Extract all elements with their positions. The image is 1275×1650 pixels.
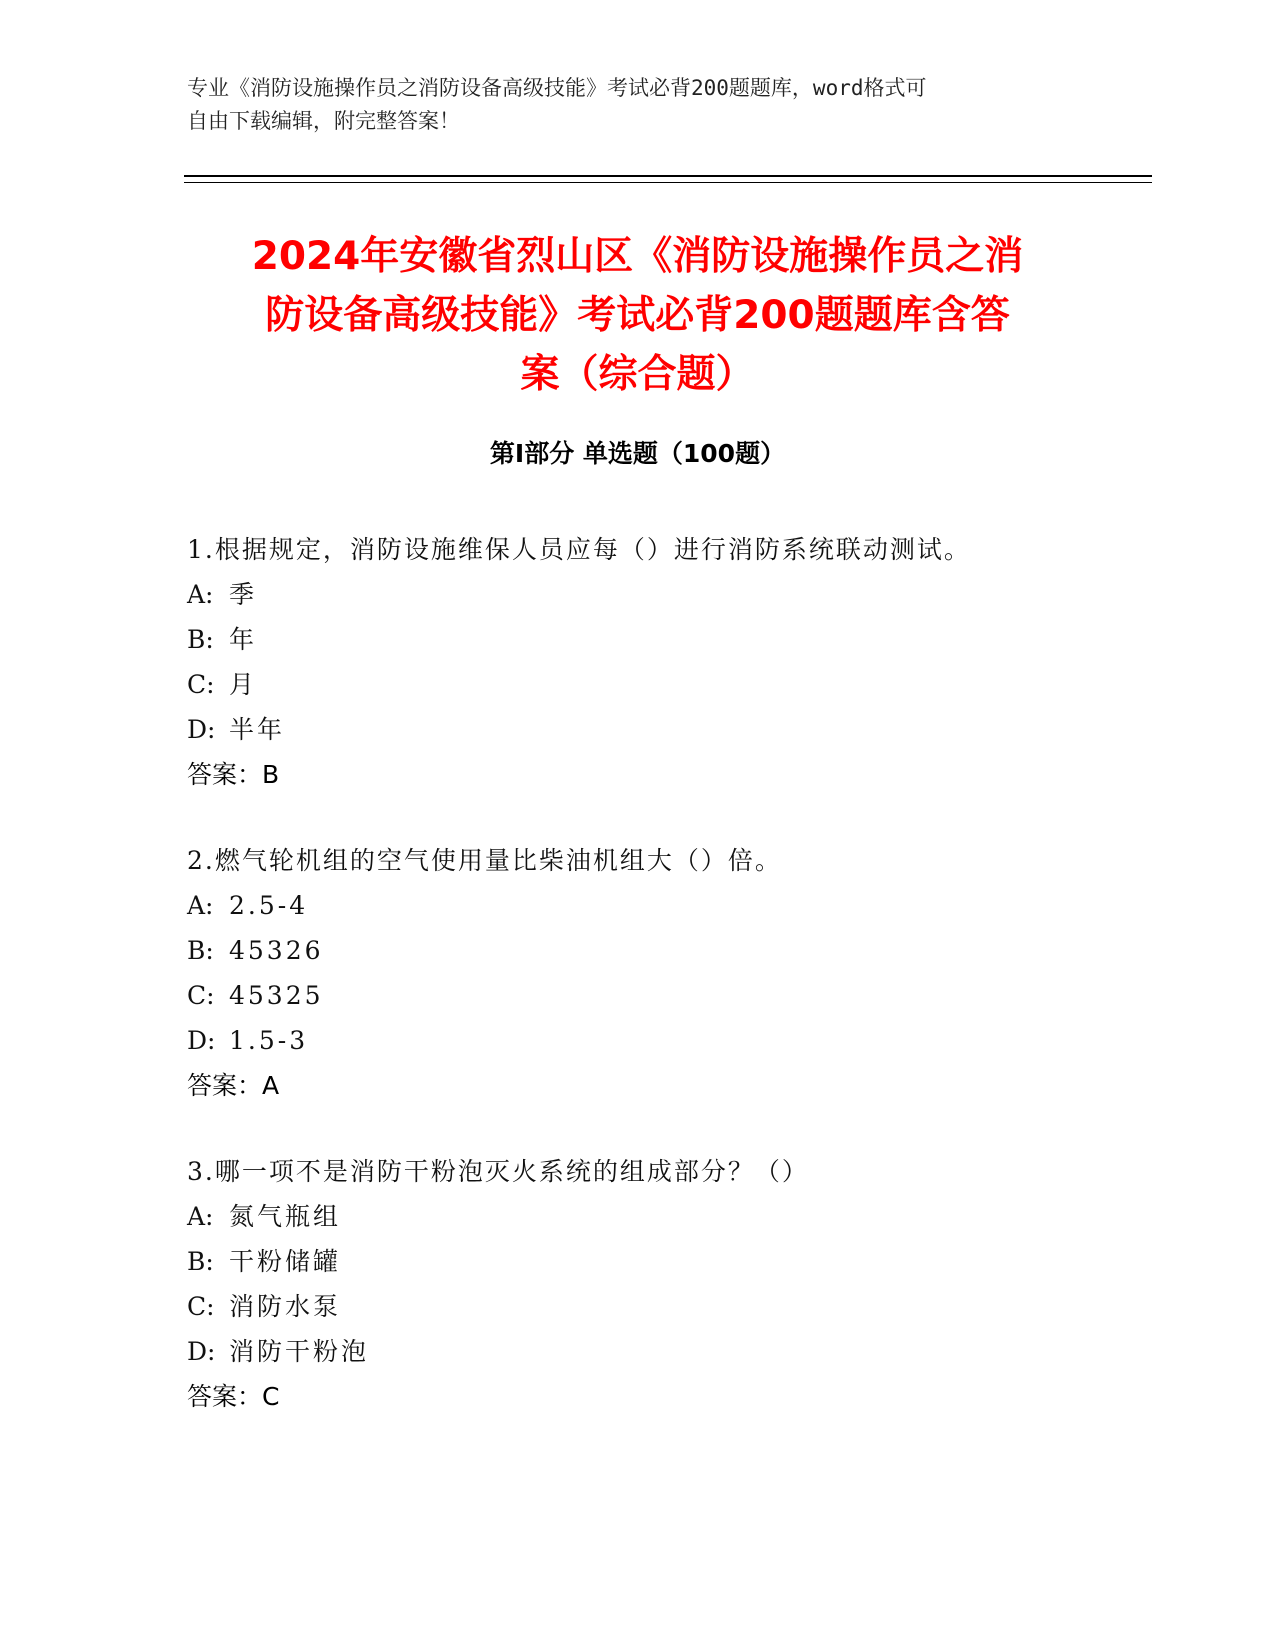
document-title [170,227,1105,404]
option-key: C: [187,670,215,699]
option-key: A: [187,580,214,609]
answer-line: 答案：B [187,760,280,789]
title-line-2: 防设备高级技能》考试必背200题题库含答 [265,293,1010,338]
answer-line: 答案：A [187,1071,280,1100]
option-key: A: [187,891,214,920]
question-stem: 1.根据规定，消防设施维保人员应每（）进行消防系统联动测试。 [187,535,971,564]
option-key: D: [187,1026,216,1055]
header-note [187,72,1067,138]
option-d [187,1329,1147,1374]
option-text: 消防干粉泡 [229,1337,370,1366]
option-key: D: [187,715,216,744]
option-key: B: [187,1247,214,1276]
question-stem: 2.燃气轮机组的空气使用量比柴油机组大（）倍。 [187,846,782,875]
question-list [187,527,1147,1419]
option-key: B: [187,936,214,965]
option-d [187,1018,1147,1063]
option-a [187,572,1147,617]
option-key: B: [187,625,214,654]
option-text: 氮气瓶组 [229,1202,342,1231]
option-c [187,662,1147,707]
option-a [187,1194,1147,1239]
header-rule-thick [184,175,1152,177]
option-d [187,707,1147,752]
option-b [187,617,1147,662]
option-text: 45325 [229,981,324,1010]
answer-line: 答案：C [187,1382,280,1411]
option-key: C: [187,1292,215,1321]
option-b [187,928,1147,973]
title-line-1: 2024年安徽省烈山区《消防设施操作员之消 [251,234,1024,279]
option-key: C: [187,981,215,1010]
header-rule-thin [184,182,1152,183]
option-text: 消防水泵 [229,1292,342,1321]
option-text: 45326 [229,936,324,965]
question-3 [187,1149,1147,1419]
option-text: 2.5-4 [229,891,309,920]
option-c [187,973,1147,1018]
question-stem: 3.哪一项不是消防干粉泡灭火系统的组成部分？（） [187,1157,809,1186]
option-c [187,1284,1147,1329]
option-text: 月 [229,670,258,699]
option-a [187,883,1147,928]
option-text: 干粉储罐 [229,1247,342,1276]
header-note-line-2: 自由下载编辑，附完整答案！ [187,109,460,133]
option-key: A: [187,1202,214,1231]
option-text: 季 [229,580,258,609]
option-text: 年 [229,625,258,654]
option-b [187,1239,1147,1284]
header-note-line-1: 专业《消防设施操作员之消防设备高级技能》考试必背200题题库，word格式可 [187,76,927,100]
question-2 [187,838,1147,1108]
option-text: 1.5-3 [229,1026,309,1055]
section-heading: 第Ⅰ部分 单选题（100题） [489,439,786,468]
option-text: 半年 [229,715,286,744]
title-line-3: 案（综合题） [520,352,755,397]
question-1 [187,527,1147,797]
option-key: D: [187,1337,216,1366]
